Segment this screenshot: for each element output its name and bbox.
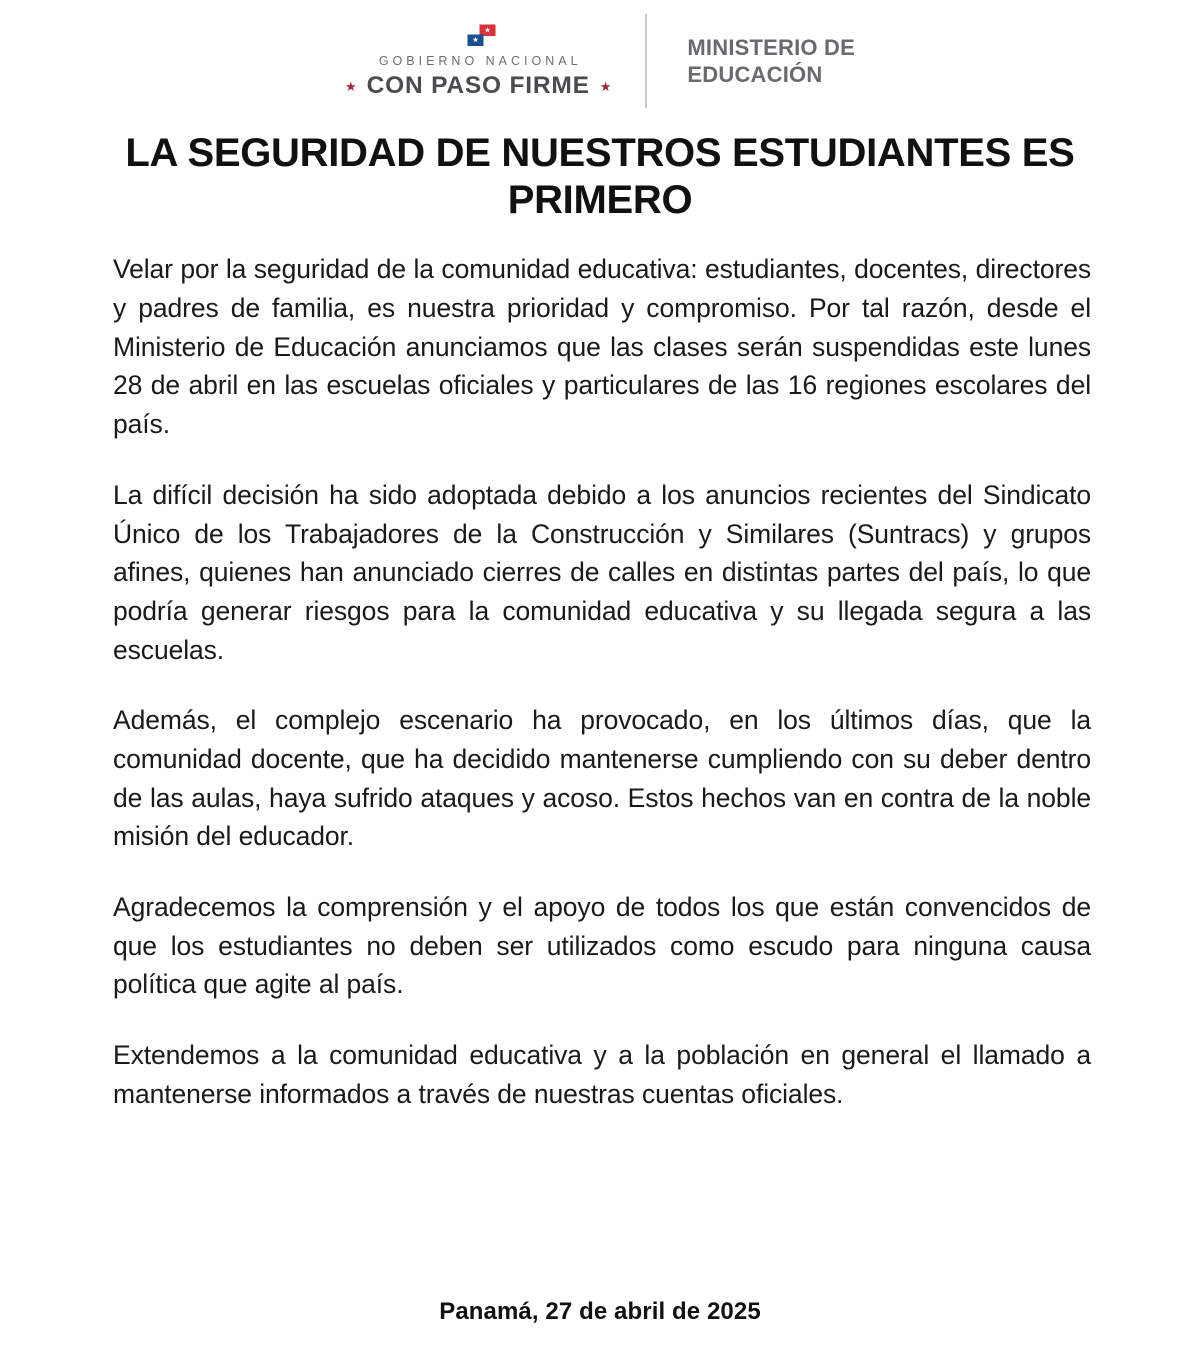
body-paragraph: Velar por la seguridad de la comunidad educativa: estudiantes, docentes, directores y padres de familia, es nuestra prioridad y compromiso. Por tal razón, desde el Ministerio de Educación anunciamos que las clases serán suspendidas este lunes 28 de abril en las escuelas oficiales y particulares de las 16 regiones escolares del país. bbox=[113, 254, 1091, 440]
body-paragraph: Agradecemos la comprensión y el apoyo de todos los que están convencidos de que los estudiantes no deben ser utilizados como escudo para ninguna causa política que agite al país. bbox=[113, 892, 1091, 1000]
ministry-name-line-2: EDUCACIÓN bbox=[687, 62, 823, 87]
government-brand-block bbox=[345, 24, 645, 98]
government-tagline bbox=[344, 71, 612, 99]
body-paragraph: La difícil decisión ha sido adoptada debido a los anuncios recientes del Sindicato Único de los Trabajadores de la Construcción y Similares (Suntracs) y grupos afines, quienes han anunciado cierres de calles en distintas partes del país, lo que podría generar riesgos para la comunidad educativa y su llegada segura a las escuelas. bbox=[113, 479, 1091, 665]
star-right-icon: ★ bbox=[599, 79, 612, 95]
ministry-name-line-1: MINISTERIO DE bbox=[687, 34, 856, 60]
ministry-brand-block bbox=[647, 34, 855, 89]
document-body bbox=[113, 250, 1091, 1113]
star-left-icon: ★ bbox=[344, 79, 357, 95]
document-title: LA SEGURIDAD DE NUESTROS ESTUDIANTES ES PRIMERO bbox=[125, 131, 1075, 223]
document-header bbox=[0, 0, 1200, 104]
panama-flag-mark-icon bbox=[464, 24, 506, 50]
government-tagline-label: CON PASO FIRME bbox=[366, 71, 590, 99]
body-paragraph: Extendemos a la comunidad educativa y a la población en general el llamado a mantenerse informados a través de nuestras cuentas oficiales. bbox=[113, 1040, 1091, 1109]
government-name-label: GOBIERNO NACIONAL bbox=[378, 54, 582, 68]
body-paragraph: Además, el complejo escenario ha provocado, en los últimos días, que la comunidad docente, que ha decidido mantenerse cumpliendo con su deber dentro de las aulas, haya sufrido ataques y acoso. Estos hechos van en contra de la noble misión del educador. bbox=[113, 705, 1091, 852]
document-dateline: Panamá, 27 de abril de 2025 bbox=[439, 1298, 761, 1325]
